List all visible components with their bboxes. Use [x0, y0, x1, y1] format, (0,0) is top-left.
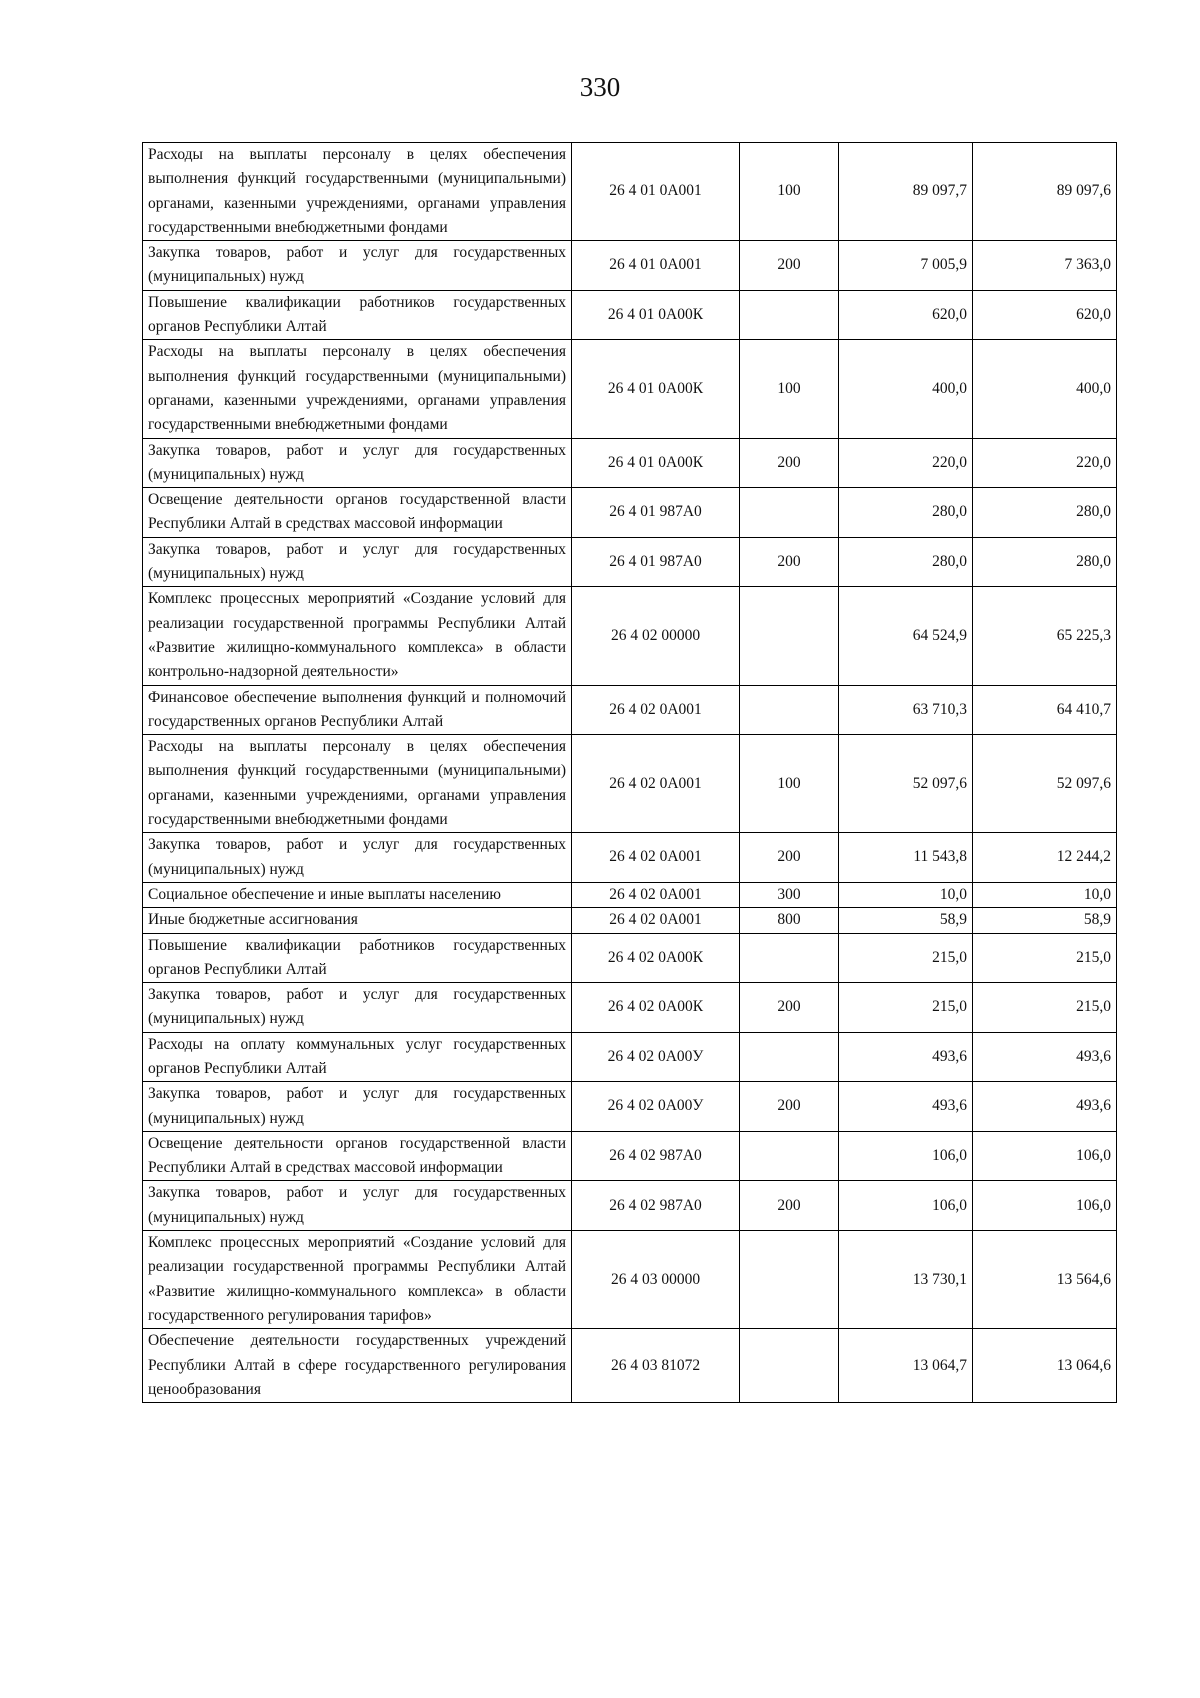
amount-second-cell: 215,0 — [973, 933, 1117, 983]
amount-second-cell: 13 564,6 — [973, 1231, 1117, 1329]
expense-description-cell: Закупка товаров, работ и услуг для государственных (муниципальных) нужд — [143, 438, 572, 488]
amount-first-cell: 11 543,8 — [839, 833, 973, 883]
budget-table — [142, 142, 1117, 1403]
table-row — [143, 882, 1117, 907]
amount-second-cell: 620,0 — [973, 290, 1117, 340]
target-item-code-cell: 26 4 02 0А00У — [572, 1032, 740, 1082]
expense-type-cell: 100 — [740, 143, 839, 241]
expense-description-cell: Комплекс процессных мероприятий «Создание условий для реализации государственной программы Республики Алтай «Развитие жилищно-коммунального комплекса» в области государственного регулирования тарифов» — [143, 1231, 572, 1329]
amount-second-cell: 280,0 — [973, 537, 1117, 587]
target-item-code-cell: 26 4 02 0А00К — [572, 983, 740, 1033]
table-row — [143, 488, 1117, 538]
table-row — [143, 143, 1117, 241]
amount-second-cell: 215,0 — [973, 983, 1117, 1033]
table-row — [143, 735, 1117, 833]
expense-description-cell: Финансовое обеспечение выполнения функций и полномочий государственных органов Республики Алтай — [143, 685, 572, 735]
expense-type-cell: 300 — [740, 882, 839, 907]
target-item-code-cell: 26 4 02 00000 — [572, 587, 740, 685]
table-row — [143, 833, 1117, 883]
amount-second-cell: 12 244,2 — [973, 833, 1117, 883]
target-item-code-cell: 26 4 03 00000 — [572, 1231, 740, 1329]
amount-first-cell: 13 064,7 — [839, 1329, 973, 1403]
target-item-code-cell: 26 4 03 81072 — [572, 1329, 740, 1403]
amount-second-cell: 58,9 — [973, 908, 1117, 933]
target-item-code-cell: 26 4 02 0А001 — [572, 833, 740, 883]
expense-type-cell: 100 — [740, 735, 839, 833]
amount-second-cell: 280,0 — [973, 488, 1117, 538]
expense-type-cell: 200 — [740, 241, 839, 291]
amount-first-cell: 58,9 — [839, 908, 973, 933]
expense-description-cell: Расходы на выплаты персоналу в целях обеспечения выполнения функций государственными (муниципальными) органами, казенными учреждениями, органами управления государственными внебюджетными фондами — [143, 340, 572, 438]
amount-first-cell: 10,0 — [839, 882, 973, 907]
amount-second-cell: 65 225,3 — [973, 587, 1117, 685]
amount-first-cell: 493,6 — [839, 1082, 973, 1132]
expense-description-cell: Повышение квалификации работников государственных органов Республики Алтай — [143, 933, 572, 983]
expense-type-cell — [740, 1032, 839, 1082]
amount-second-cell: 106,0 — [973, 1131, 1117, 1181]
expense-description-cell: Закупка товаров, работ и услуг для государственных (муниципальных) нужд — [143, 241, 572, 291]
expense-description-cell: Расходы на выплаты персоналу в целях обеспечения выполнения функций государственными (муниципальными) органами, казенными учреждениями, органами управления государственными внебюджетными фондами — [143, 735, 572, 833]
expense-description-cell: Расходы на выплаты персоналу в целях обеспечения выполнения функций государственными (муниципальными) органами, казенными учреждениями, органами управления государственными внебюджетными фондами — [143, 143, 572, 241]
amount-first-cell: 106,0 — [839, 1181, 973, 1231]
amount-first-cell: 13 730,1 — [839, 1231, 973, 1329]
amount-first-cell: 280,0 — [839, 488, 973, 538]
expense-type-cell — [740, 587, 839, 685]
amount-second-cell: 64 410,7 — [973, 685, 1117, 735]
budget-table-body — [143, 143, 1117, 1403]
table-row — [143, 290, 1117, 340]
expense-description-cell: Обеспечение деятельности государственных учреждений Республики Алтай в сфере государственного регулирования ценообразования — [143, 1329, 572, 1403]
expense-type-cell: 200 — [740, 438, 839, 488]
expense-description-cell: Иные бюджетные ассигнования — [143, 908, 572, 933]
expense-description-cell: Закупка товаров, работ и услуг для государственных (муниципальных) нужд — [143, 833, 572, 883]
page-number: 330 — [579, 72, 621, 102]
amount-first-cell: 106,0 — [839, 1131, 973, 1181]
amount-first-cell: 215,0 — [839, 933, 973, 983]
table-row — [143, 933, 1117, 983]
amount-first-cell: 280,0 — [839, 537, 973, 587]
amount-second-cell: 7 363,0 — [973, 241, 1117, 291]
expense-description-cell: Социальное обеспечение и иные выплаты населению — [143, 882, 572, 907]
expense-type-cell: 800 — [740, 908, 839, 933]
expense-type-cell — [740, 488, 839, 538]
target-item-code-cell: 26 4 01 987А0 — [572, 488, 740, 538]
table-row — [143, 241, 1117, 291]
target-item-code-cell: 26 4 02 0А001 — [572, 735, 740, 833]
amount-second-cell: 89 097,6 — [973, 143, 1117, 241]
target-item-code-cell: 26 4 02 0А001 — [572, 908, 740, 933]
target-item-code-cell: 26 4 02 0А00У — [572, 1082, 740, 1132]
table-row — [143, 685, 1117, 735]
expense-type-cell: 200 — [740, 1181, 839, 1231]
table-row — [143, 1131, 1117, 1181]
expense-description-cell: Закупка товаров, работ и услуг для государственных (муниципальных) нужд — [143, 983, 572, 1033]
expense-description-cell: Закупка товаров, работ и услуг для государственных (муниципальных) нужд — [143, 1082, 572, 1132]
expense-type-cell: 100 — [740, 340, 839, 438]
table-row — [143, 1329, 1117, 1403]
expense-type-cell: 200 — [740, 833, 839, 883]
target-item-code-cell: 26 4 01 0А00К — [572, 438, 740, 488]
expense-description-cell: Повышение квалификации работников государственных органов Республики Алтай — [143, 290, 572, 340]
expense-description-cell: Освещение деятельности органов государственной власти Республики Алтай в средствах массовой информации — [143, 488, 572, 538]
amount-first-cell: 89 097,7 — [839, 143, 973, 241]
expense-description-cell: Освещение деятельности органов государственной власти Республики Алтай в средствах массовой информации — [143, 1131, 572, 1181]
table-row — [143, 1231, 1117, 1329]
expense-description-cell: Закупка товаров, работ и услуг для государственных (муниципальных) нужд — [143, 537, 572, 587]
expense-description-cell: Закупка товаров, работ и услуг для государственных (муниципальных) нужд — [143, 1181, 572, 1231]
amount-second-cell: 52 097,6 — [973, 735, 1117, 833]
amount-second-cell: 220,0 — [973, 438, 1117, 488]
table-row — [143, 983, 1117, 1033]
expense-type-cell — [740, 290, 839, 340]
amount-first-cell: 493,6 — [839, 1032, 973, 1082]
target-item-code-cell: 26 4 02 987А0 — [572, 1131, 740, 1181]
target-item-code-cell: 26 4 01 0А00К — [572, 340, 740, 438]
amount-first-cell: 400,0 — [839, 340, 973, 438]
amount-first-cell: 220,0 — [839, 438, 973, 488]
amount-second-cell: 493,6 — [973, 1082, 1117, 1132]
target-item-code-cell: 26 4 01 0А00К — [572, 290, 740, 340]
amount-first-cell: 7 005,9 — [839, 241, 973, 291]
table-row — [143, 1082, 1117, 1132]
target-item-code-cell: 26 4 02 0А001 — [572, 685, 740, 735]
table-row — [143, 340, 1117, 438]
amount-first-cell: 620,0 — [839, 290, 973, 340]
table-row — [143, 587, 1117, 685]
table-row — [143, 908, 1117, 933]
amount-second-cell: 10,0 — [973, 882, 1117, 907]
expense-type-cell — [740, 1231, 839, 1329]
amount-second-cell: 493,6 — [973, 1032, 1117, 1082]
expense-type-cell: 200 — [740, 537, 839, 587]
expense-type-cell: 200 — [740, 983, 839, 1033]
target-item-code-cell: 26 4 01 987А0 — [572, 537, 740, 587]
table-row — [143, 1181, 1117, 1231]
amount-second-cell: 13 064,6 — [973, 1329, 1117, 1403]
target-item-code-cell: 26 4 01 0А001 — [572, 241, 740, 291]
expense-type-cell — [740, 1131, 839, 1181]
expense-type-cell — [740, 685, 839, 735]
amount-first-cell: 64 524,9 — [839, 587, 973, 685]
amount-second-cell: 400,0 — [973, 340, 1117, 438]
amount-first-cell: 215,0 — [839, 983, 973, 1033]
target-item-code-cell: 26 4 02 0А00К — [572, 933, 740, 983]
expense-description-cell: Комплекс процессных мероприятий «Создание условий для реализации государственной программы Республики Алтай «Развитие жилищно-коммунального комплекса» в области контрольно-надзорной деятельности» — [143, 587, 572, 685]
expense-description-cell: Расходы на оплату коммунальных услуг государственных органов Республики Алтай — [143, 1032, 572, 1082]
table-row — [143, 1032, 1117, 1082]
target-item-code-cell: 26 4 01 0А001 — [572, 143, 740, 241]
table-row — [143, 438, 1117, 488]
target-item-code-cell: 26 4 02 987А0 — [572, 1181, 740, 1231]
amount-first-cell: 63 710,3 — [839, 685, 973, 735]
expense-type-cell: 200 — [740, 1082, 839, 1132]
expense-type-cell — [740, 1329, 839, 1403]
amount-first-cell: 52 097,6 — [839, 735, 973, 833]
target-item-code-cell: 26 4 02 0А001 — [572, 882, 740, 907]
expense-type-cell — [740, 933, 839, 983]
amount-second-cell: 106,0 — [973, 1181, 1117, 1231]
table-row — [143, 537, 1117, 587]
